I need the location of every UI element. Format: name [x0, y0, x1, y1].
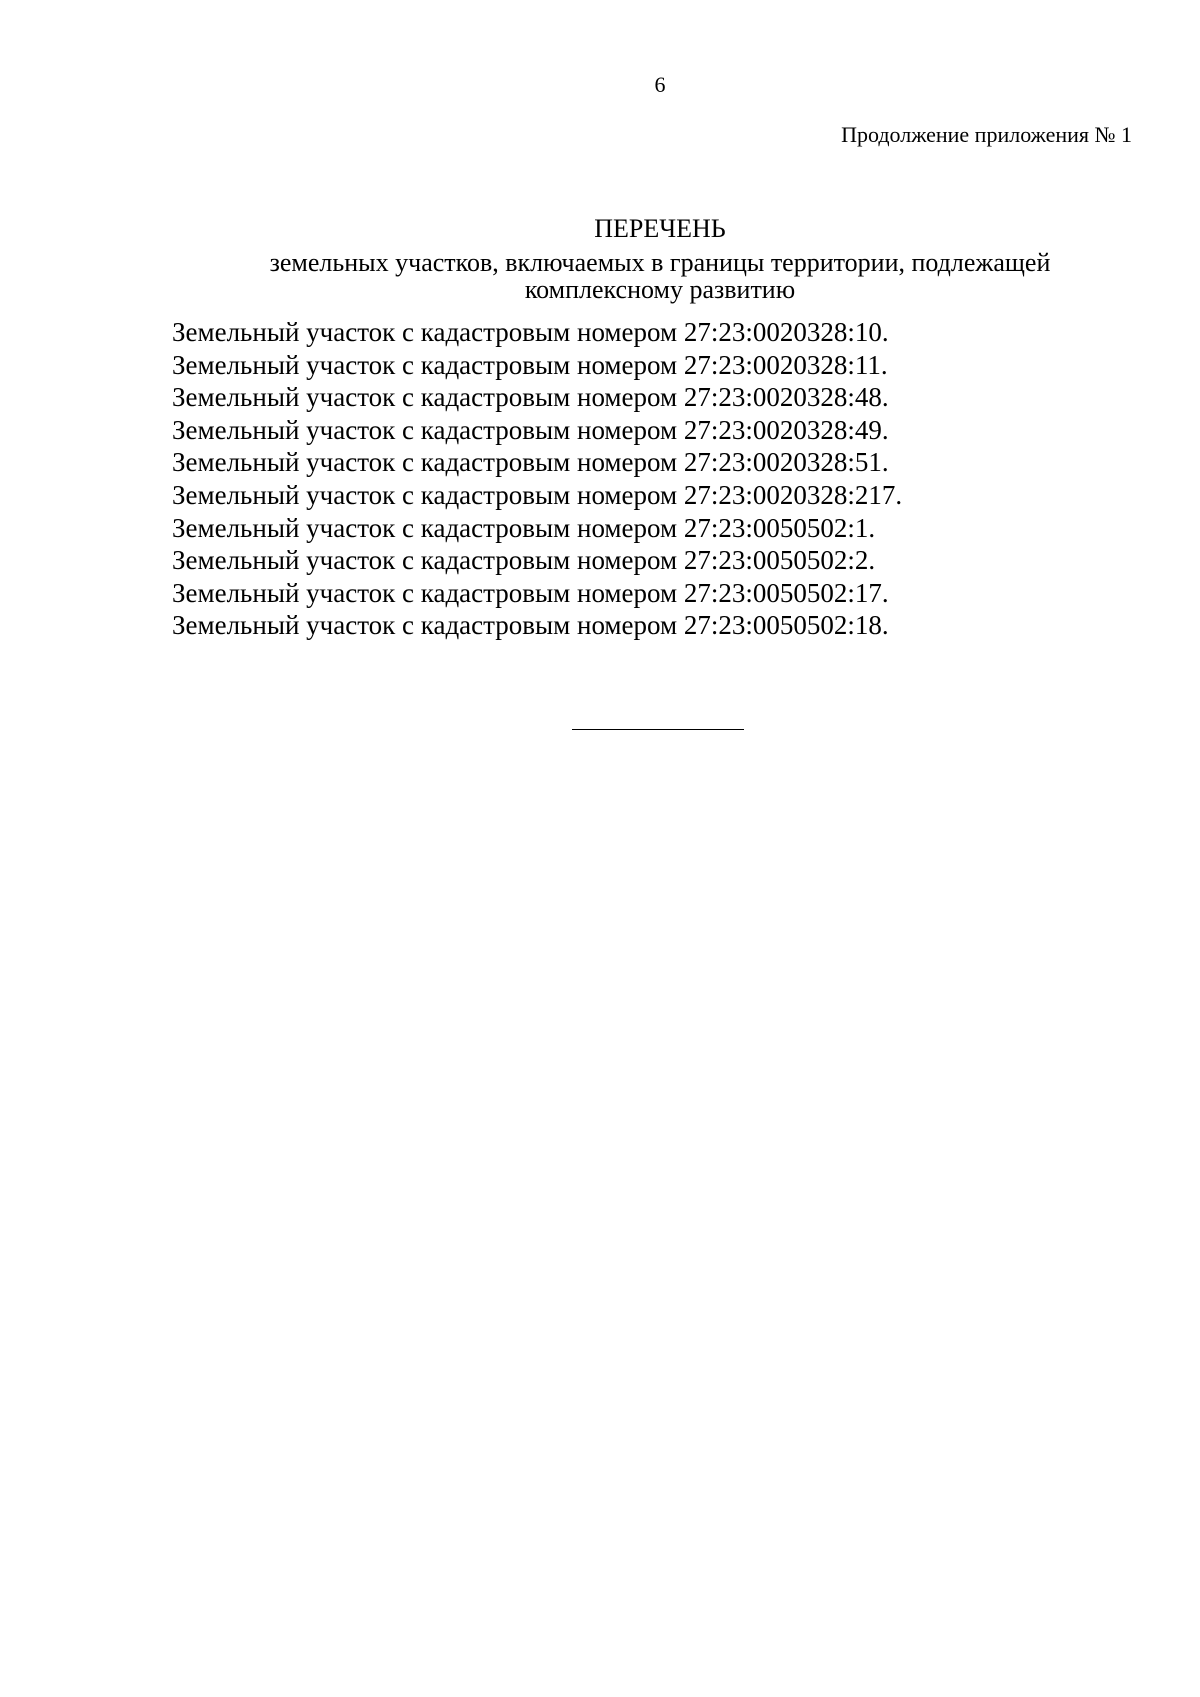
parcel-item: Земельный участок с кадастровым номером 27:23:0020328:48.	[172, 382, 889, 413]
parcel-item: Земельный участок с кадастровым номером 27:23:0020328:51.	[172, 447, 889, 478]
parcel-item: Земельный участок с кадастровым номером 27:23:0020328:217.	[172, 479, 903, 510]
parcel-item: Земельный участок с кадастровым номером 27:23:0020328:11.	[172, 349, 888, 380]
closing-divider-line	[572, 729, 744, 730]
document-title: ПЕРЕЧЕНЬ	[594, 214, 726, 243]
parcel-item: Земельный участок с кадастровым номером 27:23:0020328:10.	[172, 317, 889, 347]
document-subtitle-line-2: комплексному развитию	[524, 275, 796, 304]
document-subtitle	[200, 249, 1120, 303]
appendix-continuation-note: Продолжение приложения № 1	[841, 122, 1132, 147]
parcel-item: Земельный участок с кадастровым номером 27:23:0050502:1.	[172, 512, 876, 543]
parcel-item: Земельный участок с кадастровым номером 27:23:0050502:18.	[172, 610, 889, 641]
parcel-item: Земельный участок с кадастровым номером 27:23:0050502:17.	[172, 577, 889, 608]
parcel-item: Земельный участок с кадастровым номером 27:23:0020328:49.	[172, 414, 889, 445]
parcel-item: Земельный участок с кадастровым номером 27:23:0050502:2.	[172, 545, 876, 576]
parcel-list	[172, 316, 902, 642]
document-subtitle-line-1: земельных участков, включаемых в границы территории, подлежащей	[269, 248, 1051, 277]
page-number: 6	[654, 72, 666, 97]
